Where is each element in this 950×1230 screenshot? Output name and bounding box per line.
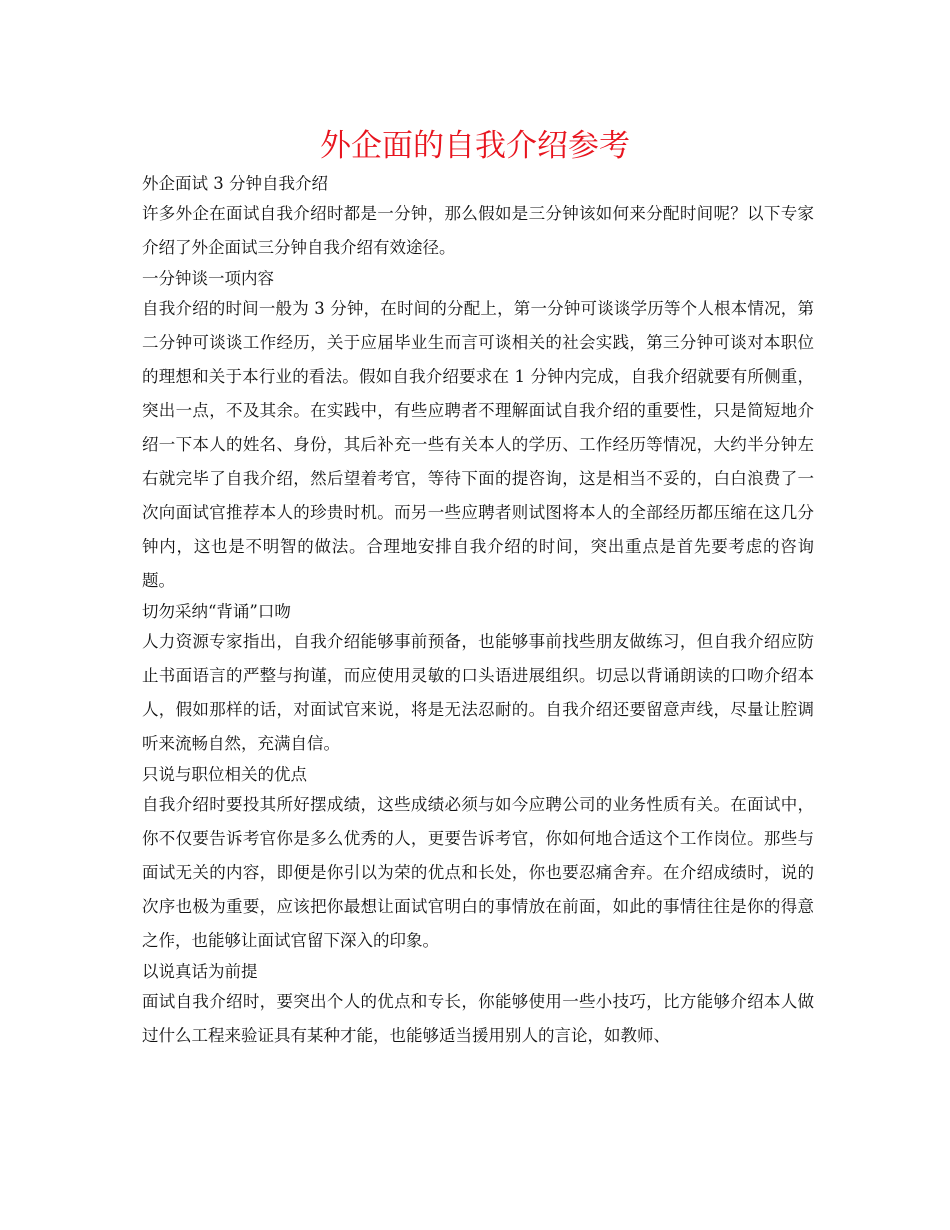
section-heading: 一分钟谈一项内容	[142, 269, 274, 288]
document-title: 外企面的自我介绍参考	[320, 128, 630, 164]
paragraph: 自我介绍时要投其所好摆成绩，这些成绩必须与如今应聘公司的业务性质有关。在面试中，你不仅要告诉考官你是多么优秀的人，更要告诉考官，你如何地合适这个工作岗位。那些与面试无关的内容，即便是你引以为荣的优点和长处，你也要忍痛舍弃。在介绍成绩时，说的次序也极为重要，应该把你最想让面试官明白的事情放在前面，如此的事情往往是你的得意之作，也能够让面试官留下深入的印象。	[142, 795, 814, 950]
section-heading: 外企面试 3 分钟自我介绍	[142, 174, 328, 193]
paragraph: 人力资源专家指出，自我介绍能够事前预备，也能够事前找些朋友做练习，但自我介绍应防止书面语言的严整与拘谨，而应使用灵敏的口头语进展组织。切忌以背诵朗读的口吻介绍本人，假如那样的话，对面试官来说，将是无法忍耐的。自我介绍还要留意声线，尽量让腔调听来流畅自然，充满自信。	[142, 632, 814, 753]
document-body	[142, 170, 814, 1053]
section-heading: 只说与职位相关的优点	[142, 765, 307, 784]
section-heading: 切勿采纳“背诵”口吻	[142, 602, 291, 621]
paragraph: 许多外企在面试自我介绍时都是一分钟，那么假如是三分钟该如何来分配时间呢？以下专家介绍了外企面试三分钟自我介绍有效途径。	[142, 204, 814, 257]
section-heading: 以说真话为前提	[142, 962, 258, 981]
paragraph: 面试自我介绍时，要突出个人的优点和专长，你能够使用一些小技巧，比方能够介绍本人做过什么工程来验证具有某种才能，也能够适当援用别人的言论，如教师、	[142, 992, 814, 1045]
paragraph: 自我介绍的时间一般为 3 分钟，在时间的分配上，第一分钟可谈谈学历等个人根本情况，第二分钟可谈谈工作经历，关于应届毕业生而言可谈相关的社会实践，第三分钟可谈对本职位的理想和关于本行业的看法。假如自我介绍要求在 1 分钟内完成，自我介绍就要有所侧重，突出一点，不及其余。在实践中，有些应聘者不理解面试自我介绍的重要性，只是简短地介绍一下本人的姓名、身份，其后补充一些有关本人的学历、工作经历等情况，大约半分钟左右就完毕了自我介绍，然后望着考官，等待下面的提咨询，这是相当不妥的，白白浪费了一次向面试官推荐本人的珍贵时机。而另一些应聘者则试图将本人的全部经历都压缩在这几分钟内，这也是不明智的做法。合理地安排自我介绍的时间，突出重点是首先要考虑的咨询题。	[142, 299, 814, 590]
